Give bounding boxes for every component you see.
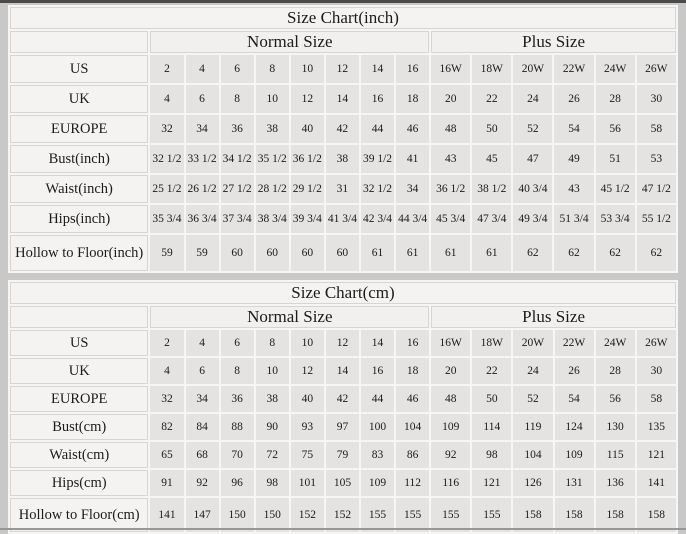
- data-cell: 14: [361, 55, 394, 83]
- data-cell: 155: [431, 498, 470, 532]
- data-cell: 98: [256, 470, 289, 496]
- data-cell: 92: [186, 470, 219, 496]
- data-cell: 62: [596, 235, 635, 271]
- data-cell: 104: [396, 414, 429, 440]
- row-label: EUROPE: [10, 115, 148, 143]
- data-cell: 44 3/4: [396, 205, 429, 233]
- row-label: Hollow to Floor(inch): [10, 235, 148, 271]
- row-label: US: [10, 330, 148, 356]
- data-cell: 34: [396, 175, 429, 203]
- data-cell: 61: [361, 235, 394, 271]
- data-cell: 52: [513, 115, 552, 143]
- data-cell: 45 1/2: [596, 175, 635, 203]
- table-row: [10, 498, 676, 532]
- data-cell: 51: [596, 145, 635, 173]
- data-cell: 114: [472, 414, 511, 440]
- data-cell: 4: [186, 55, 219, 83]
- data-cell: 101: [291, 470, 324, 496]
- data-cell: 52: [513, 386, 552, 412]
- data-cell: 47: [513, 145, 552, 173]
- data-cell: 22W: [555, 330, 594, 356]
- table-row: [10, 205, 676, 233]
- data-cell: 61: [472, 235, 511, 271]
- data-cell: 158: [637, 498, 676, 532]
- data-cell: 26: [554, 85, 593, 113]
- data-cell: 39 3/4: [291, 205, 324, 233]
- data-cell: 24W: [596, 330, 635, 356]
- plus-size-header: Plus Size: [431, 306, 676, 328]
- data-cell: 119: [513, 414, 552, 440]
- data-cell: 75: [291, 442, 324, 468]
- table-title-row: [10, 7, 676, 29]
- data-cell: 18W: [472, 330, 511, 356]
- data-cell: 24: [513, 358, 552, 384]
- data-cell: 96: [221, 470, 254, 496]
- data-cell: 55 1/2: [637, 205, 676, 233]
- data-cell: 90: [256, 414, 289, 440]
- data-cell: 98: [472, 442, 511, 468]
- data-cell: 20: [431, 85, 470, 113]
- data-cell: 88: [221, 414, 254, 440]
- table-title-row: [10, 282, 676, 304]
- data-cell: 6: [221, 55, 254, 83]
- data-cell: 92: [431, 442, 470, 468]
- data-cell: 4: [186, 330, 219, 356]
- data-cell: 54: [555, 386, 594, 412]
- data-cell: 109: [431, 414, 470, 440]
- data-cell: 8: [256, 330, 289, 356]
- data-cell: 105: [326, 470, 359, 496]
- data-cell: 131: [555, 470, 594, 496]
- data-cell: 155: [396, 498, 429, 532]
- data-cell: 50: [472, 386, 511, 412]
- data-cell: 158: [513, 498, 552, 532]
- data-cell: 84: [186, 414, 219, 440]
- data-cell: 16: [361, 85, 394, 113]
- data-cell: 150: [221, 498, 254, 532]
- data-cell: 12: [326, 55, 359, 83]
- data-cell: 16: [396, 330, 429, 356]
- data-cell: 14: [326, 358, 359, 384]
- data-cell: 33 1/2: [186, 145, 219, 173]
- data-cell: 34: [186, 115, 219, 143]
- data-cell: 28: [596, 85, 635, 113]
- table-row: [10, 145, 676, 173]
- data-cell: 42 3/4: [361, 205, 394, 233]
- normal-size-header: Normal Size: [150, 306, 429, 328]
- data-cell: 61: [431, 235, 470, 271]
- data-cell: 68: [186, 442, 219, 468]
- data-cell: 62: [513, 235, 552, 271]
- data-cell: 50: [472, 115, 511, 143]
- data-cell: 147: [186, 498, 219, 532]
- data-cell: 53: [637, 145, 676, 173]
- data-cell: 104: [513, 442, 552, 468]
- row-label: Hollow to Floor(cm): [10, 498, 148, 532]
- data-cell: 112: [396, 470, 429, 496]
- data-cell: 6: [186, 358, 219, 384]
- data-cell: 83: [361, 442, 394, 468]
- row-label: Hips(inch): [10, 205, 148, 233]
- data-cell: 22W: [554, 55, 593, 83]
- data-cell: 16: [361, 358, 394, 384]
- data-cell: 2: [150, 55, 183, 83]
- data-cell: 40: [291, 386, 324, 412]
- size-chart-cm-table: [8, 280, 678, 534]
- data-cell: 10: [256, 358, 289, 384]
- data-cell: 32 1/2: [361, 175, 394, 203]
- data-cell: 12: [291, 85, 324, 113]
- data-cell: 40 3/4: [513, 175, 552, 203]
- corner-cell: [10, 306, 148, 328]
- data-cell: 54: [554, 115, 593, 143]
- data-cell: 37 3/4: [221, 205, 254, 233]
- data-cell: 47 1/2: [637, 175, 676, 203]
- data-cell: 29 1/2: [291, 175, 324, 203]
- data-cell: 38: [326, 145, 359, 173]
- data-cell: 34: [186, 386, 219, 412]
- data-cell: 82: [150, 414, 183, 440]
- data-cell: 79: [326, 442, 359, 468]
- data-cell: 62: [554, 235, 593, 271]
- data-cell: 20W: [513, 55, 552, 83]
- data-cell: 46: [396, 115, 429, 143]
- table-row: [10, 414, 676, 440]
- table-row: [10, 235, 676, 271]
- data-cell: 60: [256, 235, 289, 271]
- row-label: Bust(cm): [10, 414, 148, 440]
- row-label: Bust(inch): [10, 145, 148, 173]
- data-cell: 58: [637, 115, 676, 143]
- data-cell: 34 1/2: [221, 145, 254, 173]
- data-cell: 16W: [431, 55, 470, 83]
- data-cell: 93: [291, 414, 324, 440]
- data-cell: 6: [186, 85, 219, 113]
- data-cell: 51 3/4: [554, 205, 593, 233]
- data-cell: 42: [326, 115, 359, 143]
- data-cell: 47 3/4: [472, 205, 511, 233]
- data-cell: 65: [150, 442, 183, 468]
- data-cell: 28: [596, 358, 635, 384]
- table-row: [10, 386, 676, 412]
- data-cell: 14: [326, 85, 359, 113]
- data-cell: 59: [186, 235, 219, 271]
- data-cell: 158: [596, 498, 635, 532]
- data-cell: 22: [472, 358, 511, 384]
- row-label: Waist(cm): [10, 442, 148, 468]
- data-cell: 38: [256, 386, 289, 412]
- data-cell: 100: [361, 414, 394, 440]
- data-cell: 38: [256, 115, 289, 143]
- data-cell: 12: [291, 358, 324, 384]
- data-cell: 38 1/2: [472, 175, 511, 203]
- data-cell: 38 3/4: [256, 205, 289, 233]
- data-cell: 22: [472, 85, 511, 113]
- row-label: EUROPE: [10, 386, 148, 412]
- data-cell: 26W: [637, 330, 676, 356]
- data-cell: 26: [555, 358, 594, 384]
- data-cell: 60: [221, 235, 254, 271]
- table-row: [10, 358, 676, 384]
- data-cell: 12: [326, 330, 359, 356]
- data-cell: 36: [221, 115, 254, 143]
- data-cell: 36: [221, 386, 254, 412]
- data-cell: 32: [150, 115, 183, 143]
- table-row: [10, 115, 676, 143]
- data-cell: 25 1/2: [150, 175, 183, 203]
- data-cell: 72: [256, 442, 289, 468]
- table-row: [10, 175, 676, 203]
- data-cell: 43: [431, 145, 470, 173]
- data-cell: 41 3/4: [326, 205, 359, 233]
- data-cell: 31: [326, 175, 359, 203]
- data-cell: 61: [396, 235, 429, 271]
- data-cell: 4: [150, 358, 183, 384]
- data-cell: 36 3/4: [186, 205, 219, 233]
- data-cell: 20: [431, 358, 470, 384]
- data-cell: 60: [291, 235, 324, 271]
- data-cell: 8: [256, 55, 289, 83]
- data-cell: 130: [596, 414, 635, 440]
- size-chart-inch-table: [8, 5, 678, 273]
- data-cell: 18W: [472, 55, 511, 83]
- table-title: Size Chart(inch): [10, 7, 676, 29]
- data-cell: 45 3/4: [431, 205, 470, 233]
- row-label: UK: [10, 358, 148, 384]
- data-cell: 4: [150, 85, 183, 113]
- data-cell: 14: [361, 330, 394, 356]
- table-title: Size Chart(cm): [10, 282, 676, 304]
- data-cell: 45: [472, 145, 511, 173]
- data-cell: 44: [361, 115, 394, 143]
- data-cell: 32: [150, 386, 183, 412]
- data-cell: 43: [554, 175, 593, 203]
- plus-size-header: Plus Size: [431, 31, 676, 53]
- data-cell: 59: [150, 235, 183, 271]
- data-cell: 30: [637, 358, 676, 384]
- data-cell: 42: [326, 386, 359, 412]
- data-cell: 24W: [596, 55, 635, 83]
- data-cell: 97: [326, 414, 359, 440]
- data-cell: 141: [150, 498, 183, 532]
- data-cell: 49: [554, 145, 593, 173]
- data-cell: 121: [472, 470, 511, 496]
- data-cell: 121: [637, 442, 676, 468]
- data-cell: 20W: [513, 330, 552, 356]
- data-cell: 48: [431, 115, 470, 143]
- data-cell: 28 1/2: [256, 175, 289, 203]
- data-cell: 24: [513, 85, 552, 113]
- data-cell: 36 1/2: [431, 175, 470, 203]
- corner-cell: [10, 31, 148, 53]
- row-label: US: [10, 55, 148, 83]
- data-cell: 16W: [431, 330, 470, 356]
- size-group-header-row: [10, 306, 676, 328]
- row-label: Hips(cm): [10, 470, 148, 496]
- data-cell: 39 1/2: [361, 145, 394, 173]
- table-row: [10, 470, 676, 496]
- data-cell: 26W: [637, 55, 676, 83]
- data-cell: 70: [221, 442, 254, 468]
- data-cell: 35 3/4: [150, 205, 183, 233]
- table-row: [10, 55, 676, 83]
- data-cell: 10: [291, 55, 324, 83]
- data-cell: 155: [472, 498, 511, 532]
- normal-size-header: Normal Size: [150, 31, 429, 53]
- data-cell: 8: [221, 85, 254, 113]
- data-cell: 150: [256, 498, 289, 532]
- data-cell: 152: [326, 498, 359, 532]
- row-label: UK: [10, 85, 148, 113]
- data-cell: 126: [513, 470, 552, 496]
- data-cell: 8: [221, 358, 254, 384]
- table-row: [10, 330, 676, 356]
- data-cell: 116: [431, 470, 470, 496]
- top-edge-divider: [0, 0, 686, 3]
- data-cell: 62: [637, 235, 676, 271]
- row-label: Waist(inch): [10, 175, 148, 203]
- table-row: [10, 442, 676, 468]
- data-cell: 2: [150, 330, 183, 356]
- data-cell: 41: [396, 145, 429, 173]
- data-cell: 155: [361, 498, 394, 532]
- data-cell: 56: [596, 115, 635, 143]
- data-cell: 6: [221, 330, 254, 356]
- data-cell: 18: [396, 358, 429, 384]
- data-cell: 46: [396, 386, 429, 412]
- table-row: [10, 85, 676, 113]
- data-cell: 124: [555, 414, 594, 440]
- data-cell: 49 3/4: [513, 205, 552, 233]
- data-cell: 35 1/2: [256, 145, 289, 173]
- data-cell: 86: [396, 442, 429, 468]
- data-cell: 27 1/2: [221, 175, 254, 203]
- data-cell: 26 1/2: [186, 175, 219, 203]
- data-cell: 32 1/2: [150, 145, 183, 173]
- data-cell: 136: [596, 470, 635, 496]
- data-cell: 30: [637, 85, 676, 113]
- data-cell: 152: [291, 498, 324, 532]
- data-cell: 16: [396, 55, 429, 83]
- size-group-header-row: [10, 31, 676, 53]
- data-cell: 158: [555, 498, 594, 532]
- data-cell: 18: [396, 85, 429, 113]
- data-cell: 109: [361, 470, 394, 496]
- data-cell: 10: [291, 330, 324, 356]
- data-cell: 36 1/2: [291, 145, 324, 173]
- data-cell: 60: [326, 235, 359, 271]
- data-cell: 115: [596, 442, 635, 468]
- data-cell: 56: [596, 386, 635, 412]
- data-cell: 141: [637, 470, 676, 496]
- data-cell: 48: [431, 386, 470, 412]
- data-cell: 40: [291, 115, 324, 143]
- data-cell: 58: [637, 386, 676, 412]
- data-cell: 53 3/4: [596, 205, 635, 233]
- data-cell: 91: [150, 470, 183, 496]
- size-chart-inch-panel: [8, 5, 678, 273]
- data-cell: 109: [555, 442, 594, 468]
- data-cell: 10: [256, 85, 289, 113]
- data-cell: 44: [361, 386, 394, 412]
- data-cell: 135: [637, 414, 676, 440]
- size-chart-cm-panel: [8, 280, 678, 534]
